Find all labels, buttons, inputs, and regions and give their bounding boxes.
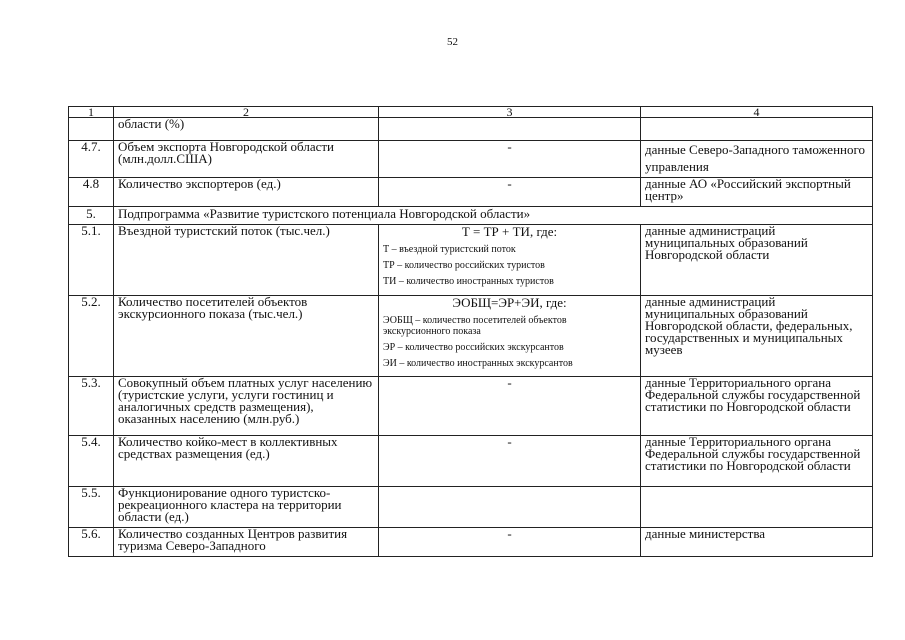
header-col-4: 4: [641, 107, 873, 118]
table-row: [69, 296, 873, 377]
calculation-method: -: [379, 436, 641, 487]
header-col-1: 1: [69, 107, 114, 118]
subprogram-title: Подпрограмма «Развитие туристского потенциала Новгородской области»: [114, 207, 873, 225]
data-source: данные администраций муниципальных образований Новгородской области: [641, 225, 873, 296]
indicator-name: Объем экспорта Новгородской области (млн.долл.США): [114, 141, 379, 178]
calculation-method: -: [379, 141, 641, 178]
row-number: [69, 118, 114, 141]
formula-equation: ЭОБЩ=ЭР+ЭИ, где:: [452, 295, 567, 310]
page-number: 52: [447, 36, 458, 48]
calculation-method: [379, 225, 641, 296]
row-number: 5.4.: [69, 436, 114, 487]
row-number: 5.1.: [69, 225, 114, 296]
row-number: 4.7.: [69, 141, 114, 178]
header-col-3: 3: [379, 107, 641, 118]
data-source: данные Северо-Западного таможенного управления: [641, 141, 873, 178]
table-header-row: [69, 107, 873, 118]
table-row: [69, 487, 873, 528]
formula-definition: ТР – количество российских туристов: [383, 260, 545, 271]
indicator-name: Количество посетителей объектов экскурсионного показа (тыс.чел.): [114, 296, 379, 377]
table-row: [69, 377, 873, 436]
row-number: 5.6.: [69, 528, 114, 557]
row-number: 5.5.: [69, 487, 114, 528]
indicator-name: Совокупный объем платных услуг населению (туристские услуги, услуги гостиниц и аналогичных средств размещения), оказанных населению (млн.руб.): [114, 377, 379, 436]
indicators-table: [68, 106, 873, 557]
formula-definition: ЭИ – количество иностранных экскурсантов: [383, 358, 573, 369]
calculation-method: -: [379, 528, 641, 557]
formula-equation: Т = ТР + ТИ, где:: [461, 224, 558, 239]
formula-definition: Т – въездной туристский поток: [383, 244, 516, 255]
indicator-name: области (%): [114, 118, 379, 141]
indicator-name: Функционирование одного туристско-рекреационного кластера на территории области (ед.): [114, 487, 379, 528]
data-source: [641, 487, 873, 528]
table-row: [69, 118, 873, 141]
table-row: [69, 178, 873, 207]
row-number: 5.2.: [69, 296, 114, 377]
data-source: данные Территориального органа Федеральной службы государственной статистики по Новгородской области: [641, 436, 873, 487]
row-number: 5.: [69, 207, 114, 225]
indicator-name: Количество койко-мест в коллективных средствах размещения (ед.): [114, 436, 379, 487]
calculation-method: -: [379, 377, 641, 436]
data-source: данные администраций муниципальных образований Новгородской области, федеральных, государственных и муниципальных музеев: [641, 296, 873, 377]
data-source: данные АО «Российский экспортный центр»: [641, 178, 873, 207]
table-row: [69, 141, 873, 178]
data-source: [641, 118, 873, 141]
data-source: данные Территориального органа Федеральной службы государственной статистики по Новгородской области: [641, 377, 873, 436]
formula-definition: ЭОБЩ – количество посетителей объектов экскурсионного показа: [383, 315, 567, 337]
formula-definition: ТИ – количество иностранных туристов: [383, 276, 554, 287]
indicator-name: Въездной туристский поток (тыс.чел.): [114, 225, 379, 296]
indicator-name: Количество созданных Центров развития туризма Северо-Западного: [114, 528, 379, 557]
header-col-2: 2: [114, 107, 379, 118]
table-row: [69, 207, 873, 225]
calculation-method: [379, 118, 641, 141]
row-number: 5.3.: [69, 377, 114, 436]
data-source: данные министерства: [641, 528, 873, 557]
table-row: [69, 528, 873, 557]
indicator-name: Количество экспортеров (ед.): [114, 178, 379, 207]
formula-definition: ЭР – количество российских экскурсантов: [383, 342, 564, 353]
table-row: [69, 436, 873, 487]
calculation-method: [379, 296, 641, 377]
row-number: 4.8: [69, 178, 114, 207]
calculation-method: [379, 487, 641, 528]
calculation-method: -: [379, 178, 641, 207]
table-row: [69, 225, 873, 296]
